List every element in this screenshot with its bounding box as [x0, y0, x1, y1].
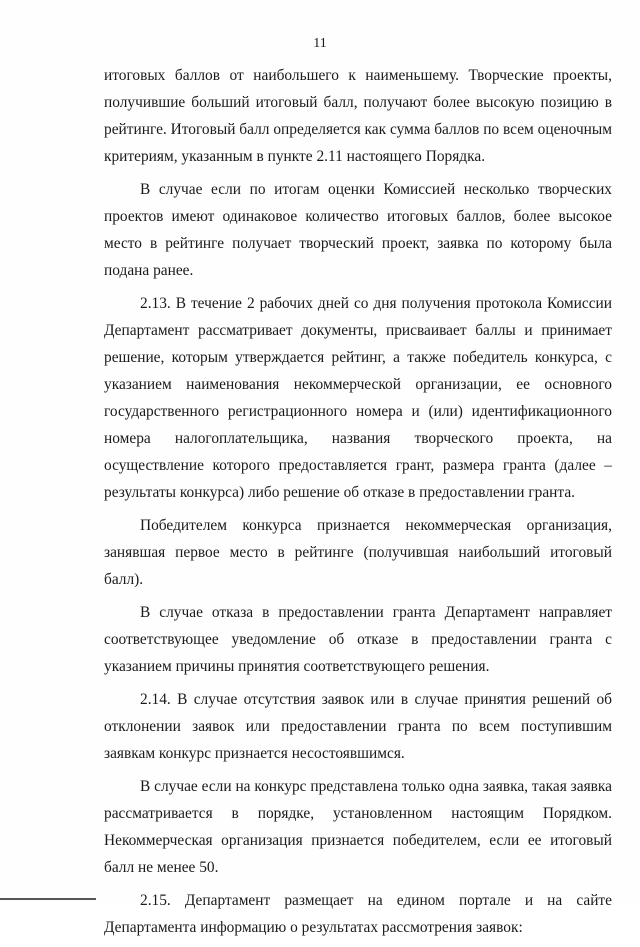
footnote-divider	[0, 898, 96, 900]
paragraph-refusal: В случае отказа в предоставлении гранта Департамент направляет соответствующее уведомление об отказе в предоставлении гранта с указанием причины принятия соответствующего решения.	[104, 604, 612, 675]
document-body	[104, 62, 612, 947]
paragraph-2-13: 2.13. В течение 2 рабочих дней со дня получения протокола Комиссии Департамент рассматривает документы, присваивает баллы и принимает решение, которым утверждается рейтинг, а также победитель конкурса, с указанием наименования некоммерческой организации, ее основного государственного регистрационного номера и (или) идентификационного номера налогоплательщика, названия творческого проекта, на осуществление которого предоставляется грант, размера гранта (далее – результаты конкурса) либо решение об отказе в предоставлении гранта.	[104, 295, 612, 501]
paragraph-2-15: 2.15. Департамент размещает на едином портале и на сайте Департамента информацию о результатах рассмотрения заявок:	[104, 892, 612, 936]
page-number: 11	[313, 36, 327, 51]
paragraph-winner: Победителем конкурса признается некоммерческая организация, занявшая первое место в рейтинге (получившая наибольший итоговый балл).	[104, 517, 612, 588]
paragraph-single-application: В случае если на конкурс представлена только одна заявка, такая заявка рассматривается в порядке, установленном настоящим Порядком. Некоммерческая организация признается победителем, если ее итоговый балл не менее 50.	[104, 778, 612, 876]
paragraph-continuation: итоговых баллов от наибольшего к наименьшему. Творческие проекты, получившие больший итоговый балл, получают более высокую позицию в рейтинге. Итоговый балл определяется как сумма баллов по всем оценочным критериям, указанным в пункте 2.11 настоящего Порядка.	[104, 67, 612, 165]
paragraph-2-14: 2.14. В случае отсутствия заявок или в случае принятия решений об отклонении заявок или предоставлении гранта по всем поступившим заявкам конкурс признается несостоявшимся.	[104, 691, 612, 762]
paragraph-equal-scores: В случае если по итогам оценки Комиссией несколько творческих проектов имеют одинаковое количество итоговых баллов, более высокое место в рейтинге получает творческий проект, заявка по которому была подана ранее.	[104, 181, 612, 279]
